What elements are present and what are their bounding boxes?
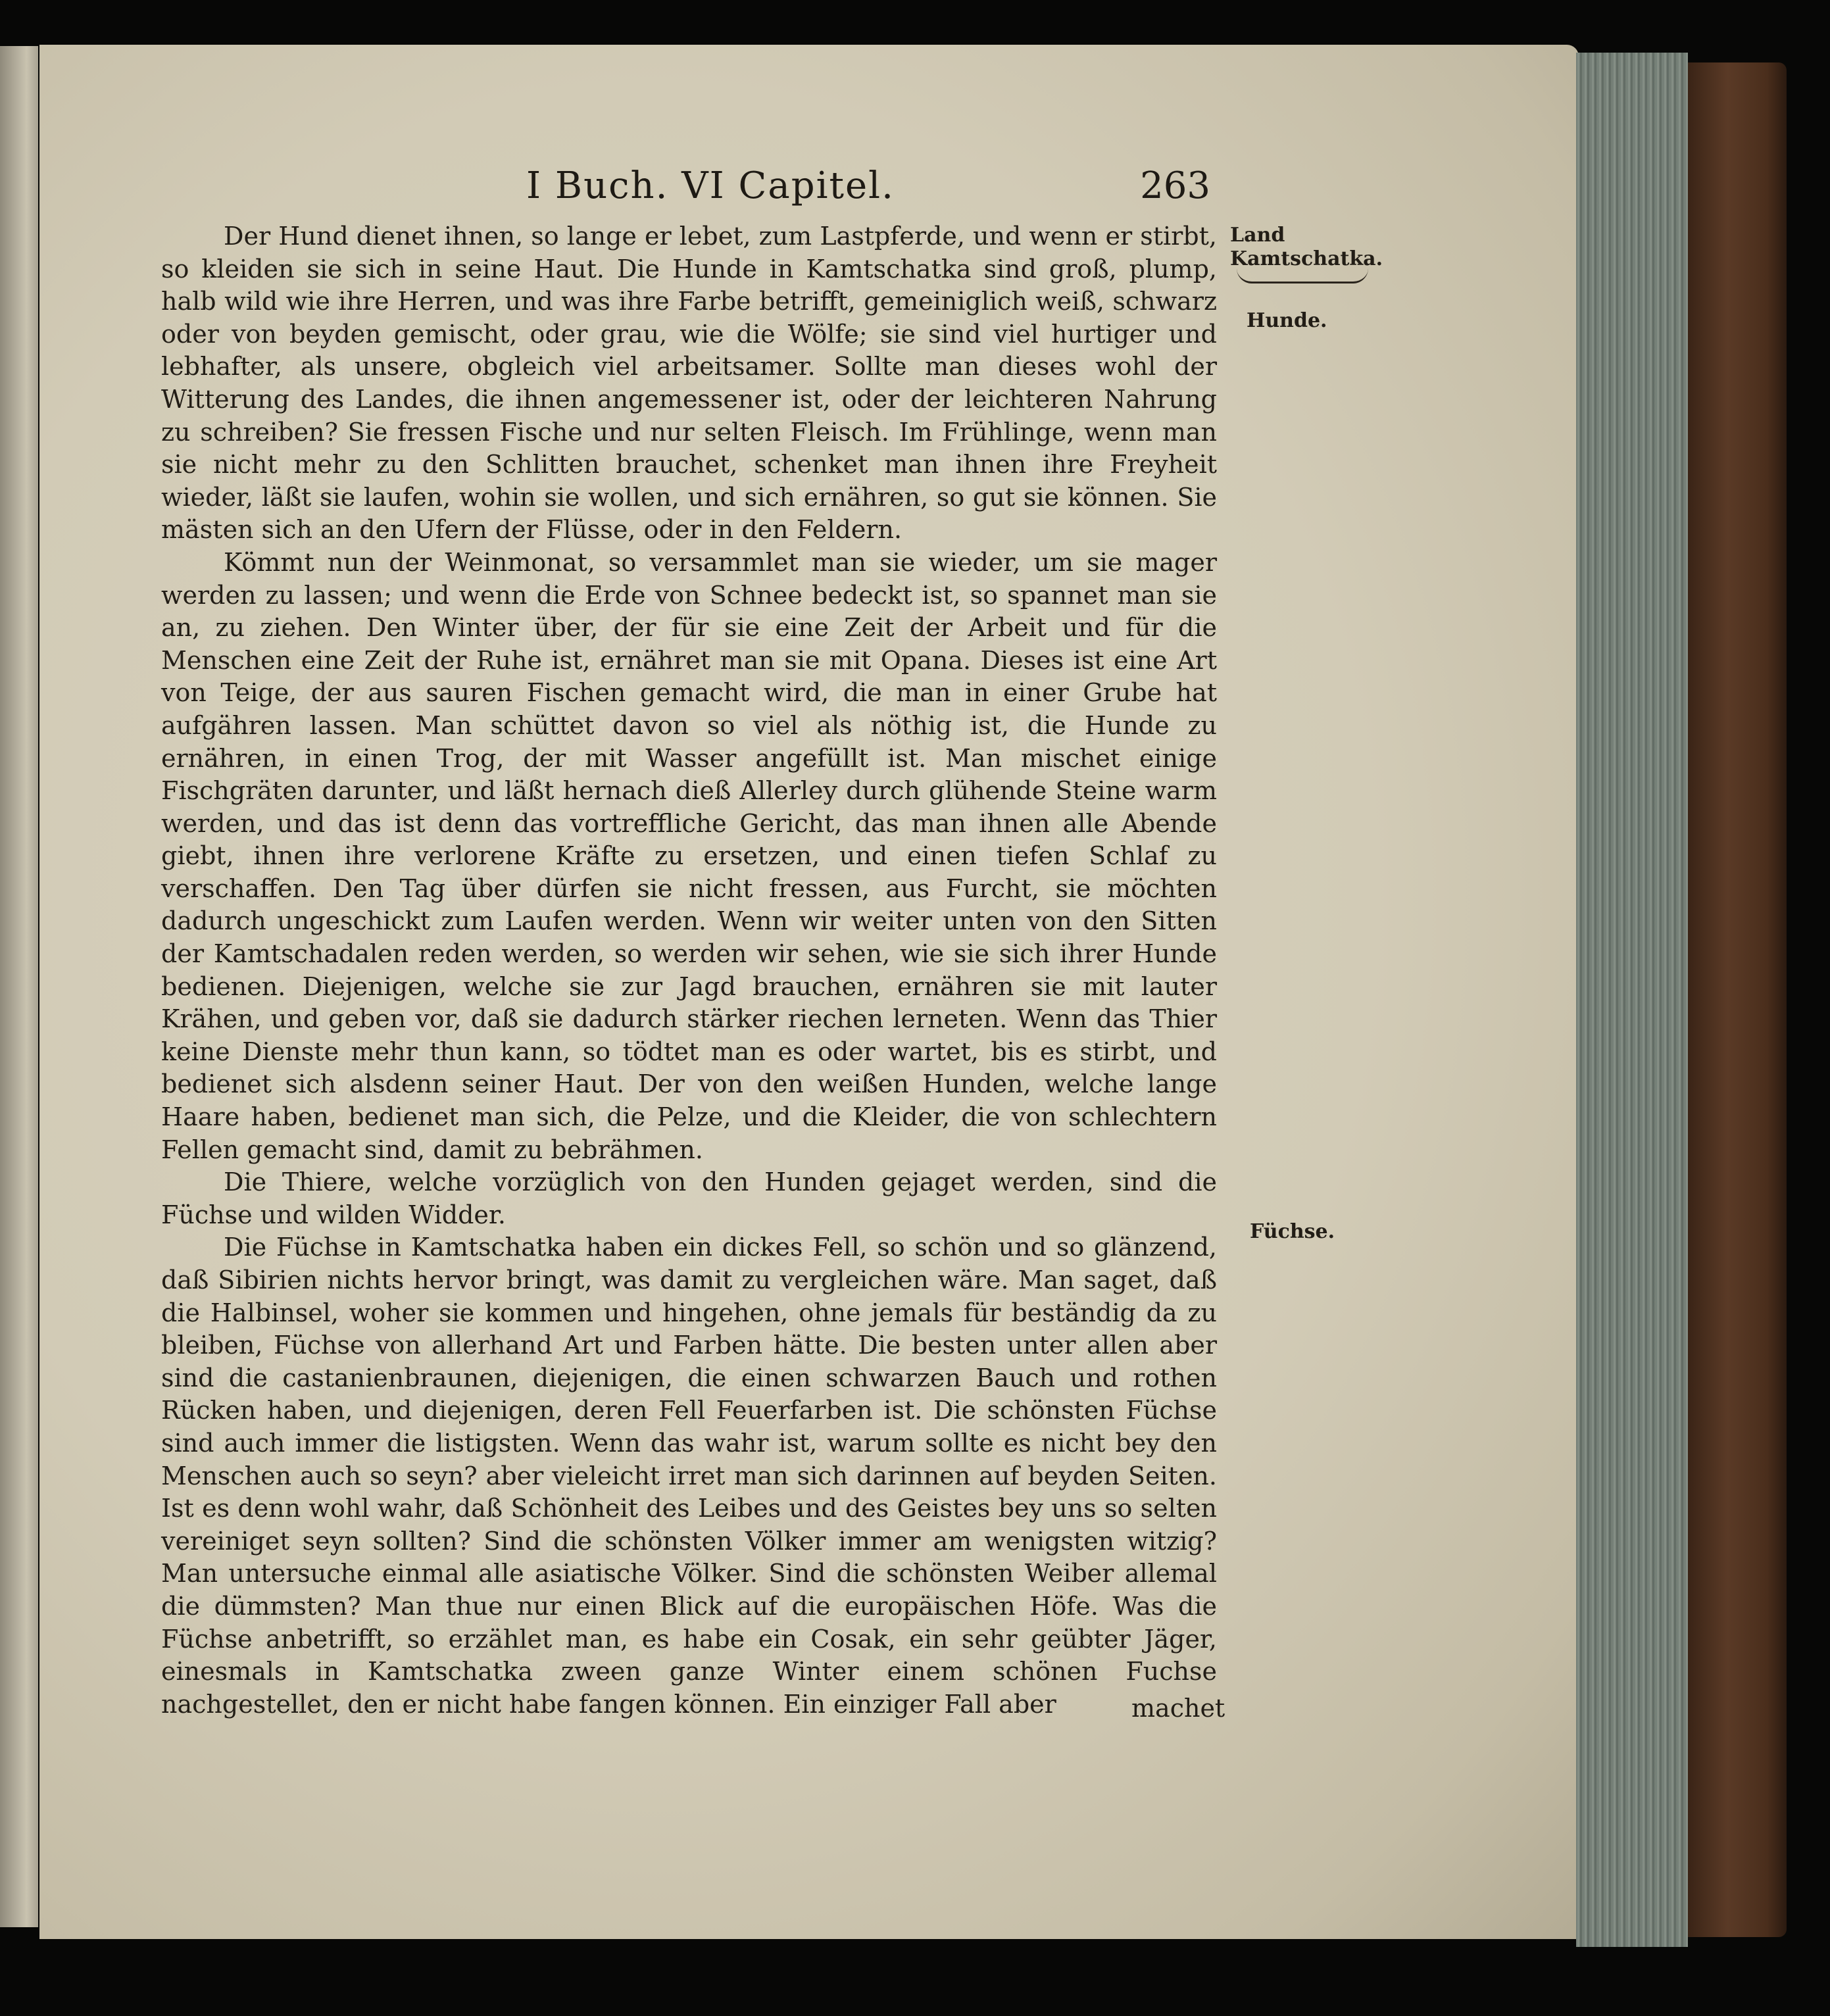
margin-note-hunde: Hunde. xyxy=(1247,309,1327,332)
facing-page-edge xyxy=(0,46,38,1927)
margin-note-land: Land Kamtschatka. xyxy=(1230,224,1383,270)
page-number: 263 xyxy=(1140,164,1210,207)
book-cover xyxy=(1688,62,1787,1937)
paragraph: Die Thiere, welche vorzüglich von den Hunden gejaget werden, sind die Füchse und wilden Widder. xyxy=(161,1168,1217,1229)
margin-note-fuechse: Füchse. xyxy=(1250,1220,1335,1243)
catchword: machet xyxy=(1131,1694,1225,1723)
paragraph: Der Hund dienet ihnen, so lange er lebet, zum Lastpferde, und wenn er stirbt, so kleiden sie sich in seine Haut. Die Hunde in Kamtschatka sind groß, plump, halb wild wie ihre Herren, und was ihre Farbe betrifft, gemeiniglich weiß, schwarz oder von beyden gemischt, oder grau, wie die Wölfe; sie sind viel hurtiger und lebhafter, als unsere, obgleich viel arbeitsamer. Sollte man dieses wohl der Witterung des Landes, die ihnen angemessener ist, oder der leichteren Nahrung zu schreiben? Sie fressen Fische und nur selten Fleisch. Im Frühlinge, wenn man sie nicht mehr zu den Schlitten brauchet, schenket man ihnen ihre Freyheit wieder, läßt sie laufen, wohin sie wollen, und sich ernähren, so gut sie können. Sie mästen sich an den Ufern der Flüsse, oder in den Feldern. xyxy=(161,222,1217,545)
body-text xyxy=(161,220,1217,1721)
running-head: I Buch. VI Capitel. xyxy=(526,164,895,207)
paragraph: Kömmt nun der Weinmonat, so versammlet man sie wieder, um sie mager werden zu lassen; und wenn die Erde von Schnee bedeckt ist, so spannet man sie an, zu ziehen. Den Winter über, der für sie eine Zeit der Arbeit und für die Menschen eine Zeit der Ruhe ist, ernähret man sie mit Opana. Dieses ist eine Art von Teige, der aus sauren Fischen gemacht wird, die man in einer Grube hat aufgähren lassen. Man schüttet davon so viel als nöthig ist, die Hunde zu ernähren, in einen Trog, der mit Wasser angefüllt ist. Man mischet einige Fischgräten darunter, und läßt hernach dieß Allerley durch glühende Steine warm werden, und das ist denn das vortreffliche Gericht, das man ihnen alle Abende giebt, ihnen ihre verlorene Kräfte zu ersetzen, und einen tiefen Schlaf zu verschaffen. Den Tag über dürfen sie nicht fressen, aus Furcht, sie möchten dadurch ungeschickt zum Laufen werden. Wenn wir weiter unten von den Sitten der Kamtschadalen reden werden, so werden wir sehen, wie sie sich ihrer Hunde bedienen. Diejenigen, welche sie zur Jagd brauchen, ernähren sie mit lauter Krähen, und geben vor, daß sie dadurch stärker riechen lerneten. Wenn das Thier keine Dienste mehr thun kann, so tödtet man es oder wartet, bis es stirbt, und bedienet sich alsdenn seiner Haut. Der von den weißen Hunden, welche lange Haare haben, bedienet man sich, die Pelze, und die Kleider, die von schlechtern Fellen gemacht sind, damit zu bebrähmen. xyxy=(161,547,1217,1164)
page-block-edge xyxy=(1576,53,1688,1947)
paragraph: Die Füchse in Kamtschatka haben ein dickes Fell, so schön und so glänzend, daß Sibirien nichts hervor bringt, was damit zu vergleichen wäre. Man saget, daß die Halbinsel, woher sie kommen und hingehen, ohne jemals für beständig da zu bleiben, Füchse von allerhand Art und Farben hätte. Die besten unter allen aber sind die castanienbraunen, diejenigen, die einen schwarzen Bauch und rothen Rücken haben, und diejenigen, deren Fell Feuerfarben ist. Die schönsten Füchse sind auch immer die listigsten. Wenn das wahr ist, warum sollte es nicht bey den Menschen auch so seyn? aber vieleicht irret man sich darinnen auf beyden Seiten. Ist es denn wohl wahr, daß Schönheit des Leibes und des Geistes bey uns so selten vereiniget seyn sollten? Sind die schönsten Völker immer am wenigsten witzig? Man untersuche einmal alle asiatische Völker. Sind die schönsten Weiber allemal die dümmsten? Man thue nur einen Blick auf die europäischen Höfe. Was die Füchse anbetrifft, so erzählet man, es habe ein Cosak, ein sehr geübter Jäger, einesmals in Kamtschatka zween ganze Winter einem schönen Fuchse nachgestellet, den er nicht habe fangen können. Ein einziger Fall aber xyxy=(161,1233,1217,1719)
page-header xyxy=(526,164,1210,217)
margin-bracket xyxy=(1237,268,1368,283)
